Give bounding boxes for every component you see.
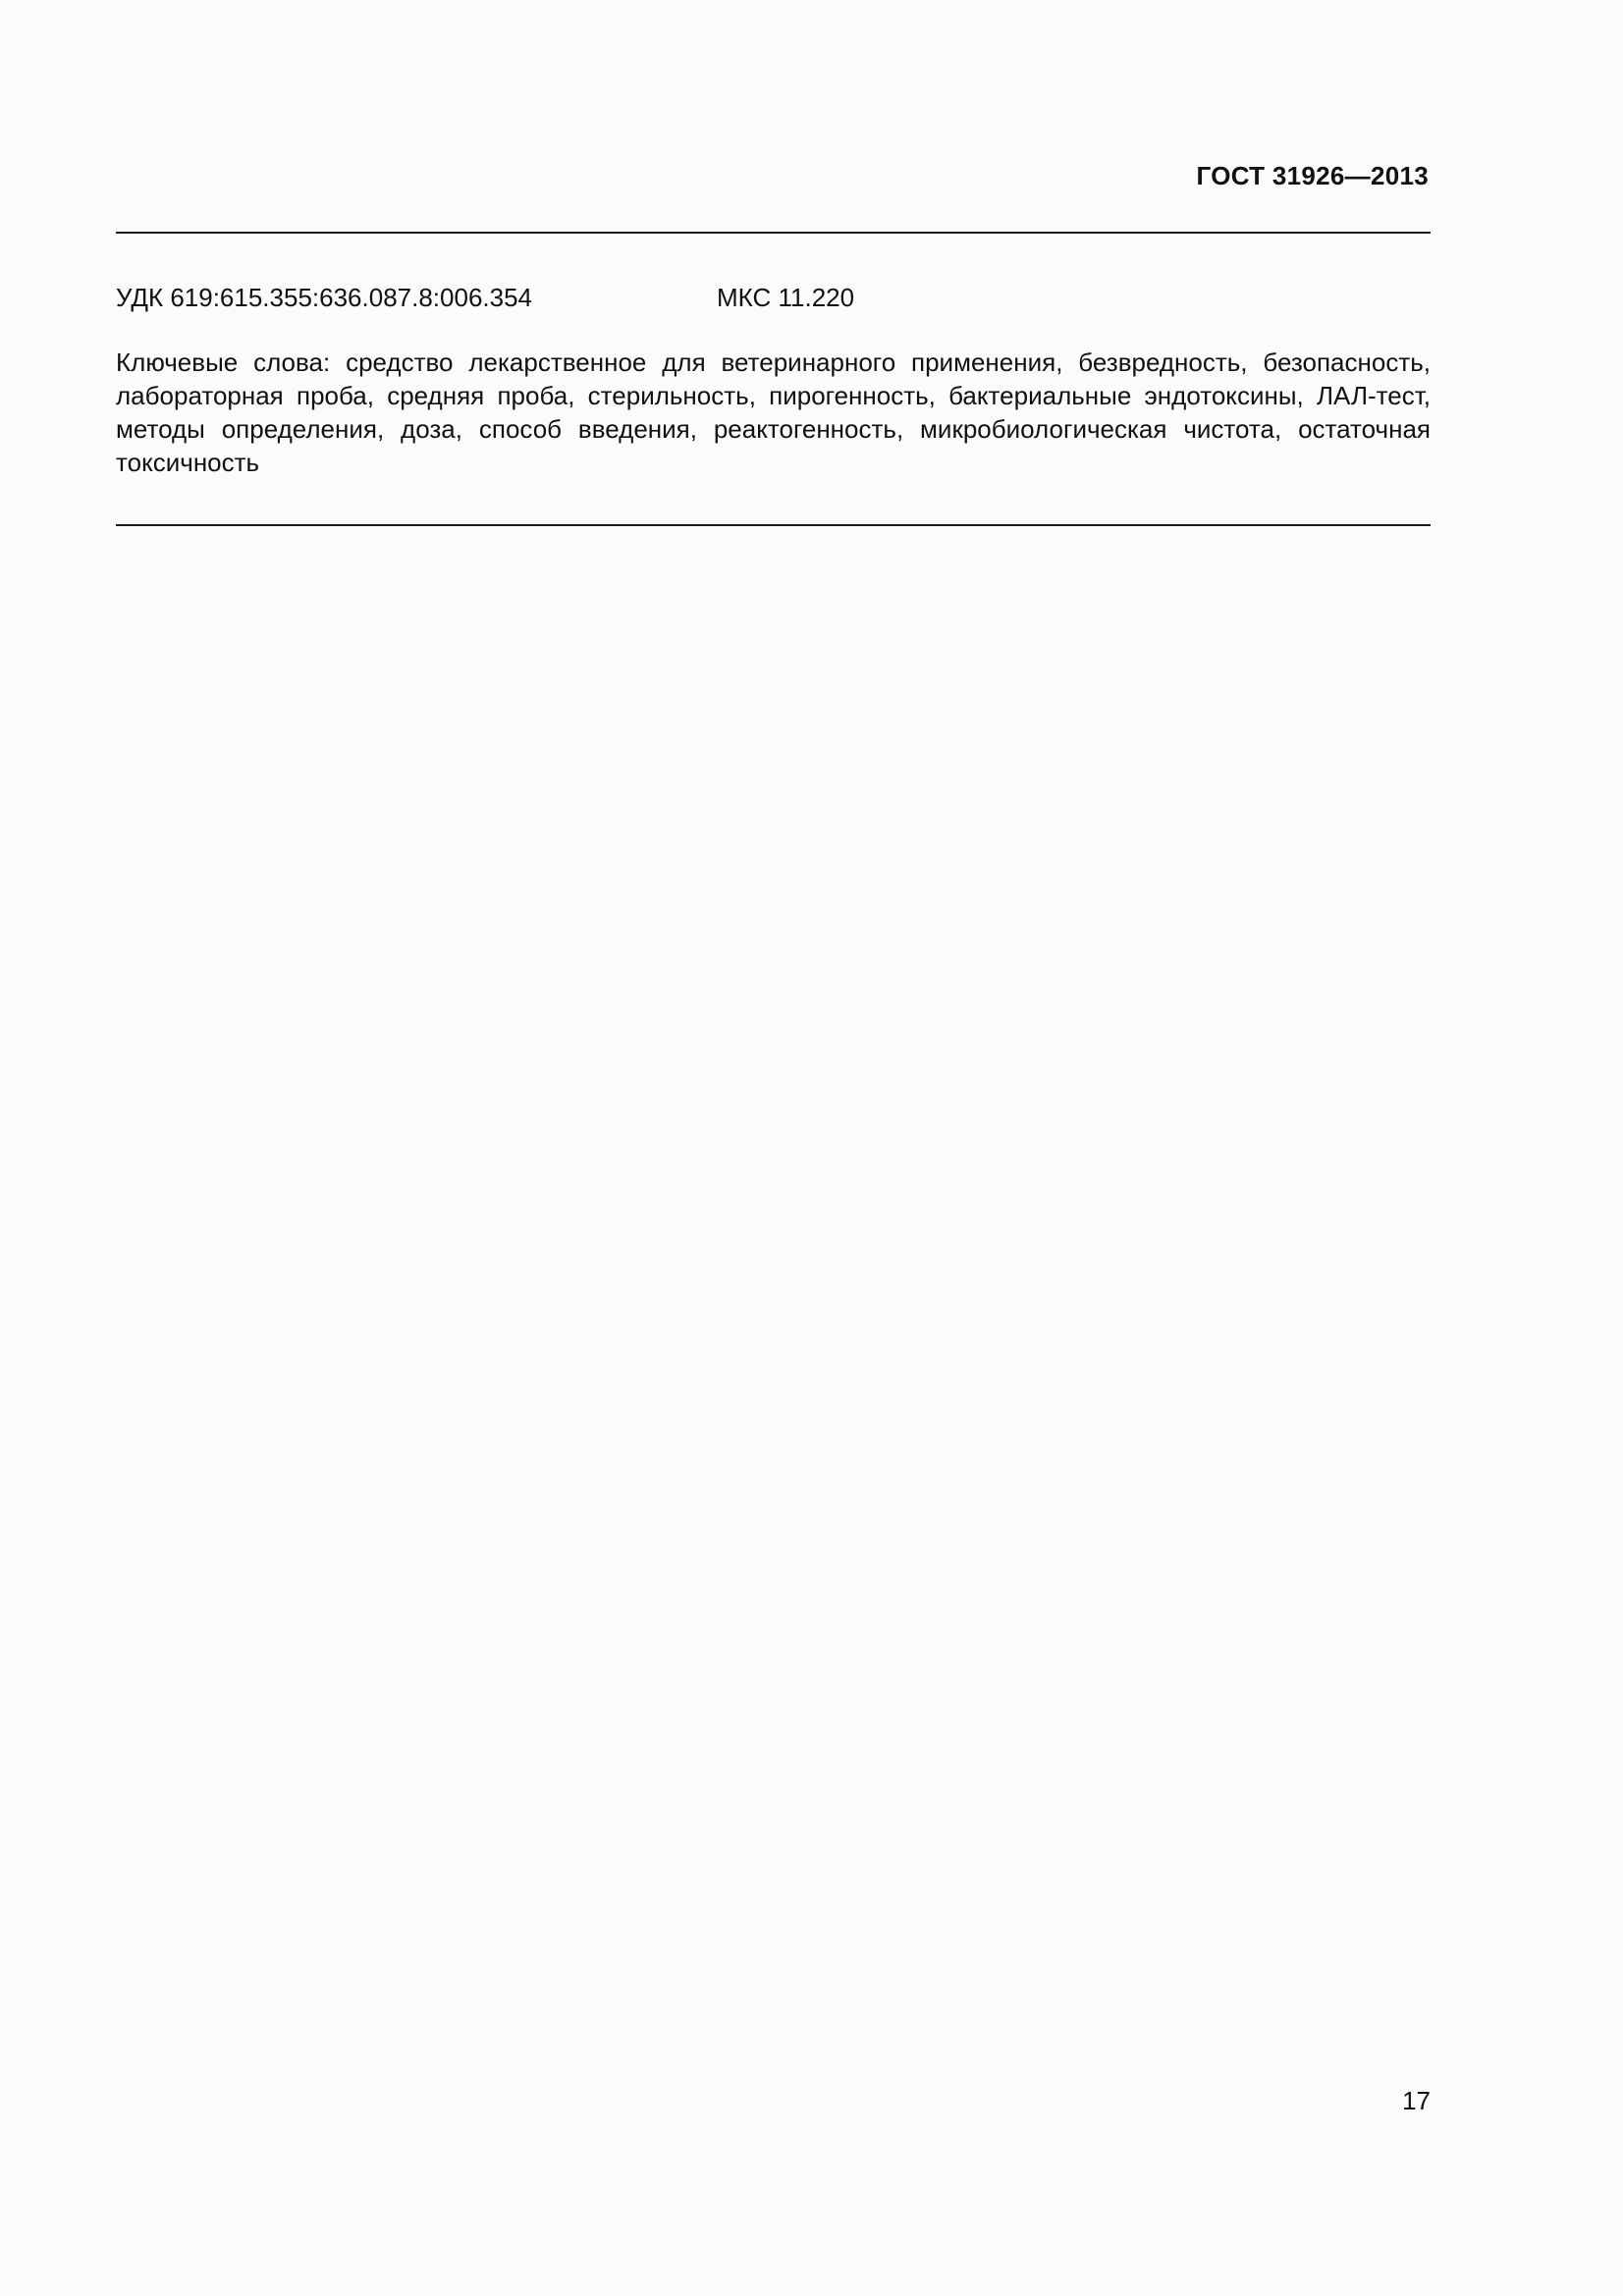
bottom-divider	[116, 524, 1431, 526]
udc-code: УДК 619:615.355:636.087.8:006.354	[116, 283, 533, 312]
top-divider	[116, 232, 1431, 234]
mks-code: МКС 11.220	[717, 283, 855, 312]
document-code: ГОСТ 31926—2013	[1196, 161, 1429, 190]
keywords-paragraph: Ключевые слова: средство лекарственное для ветеринарного применения, безвредность, безопасность, лабораторная проба, средняя проба, стерильность, пирогенность, бактериальные эндотоксины, ЛАЛ-тест, методы определения, доза, способ введения, реактогенность, микробиологическая чистота, остаточная токсичность	[116, 347, 1431, 477]
page-number: 17	[1402, 2086, 1431, 2115]
